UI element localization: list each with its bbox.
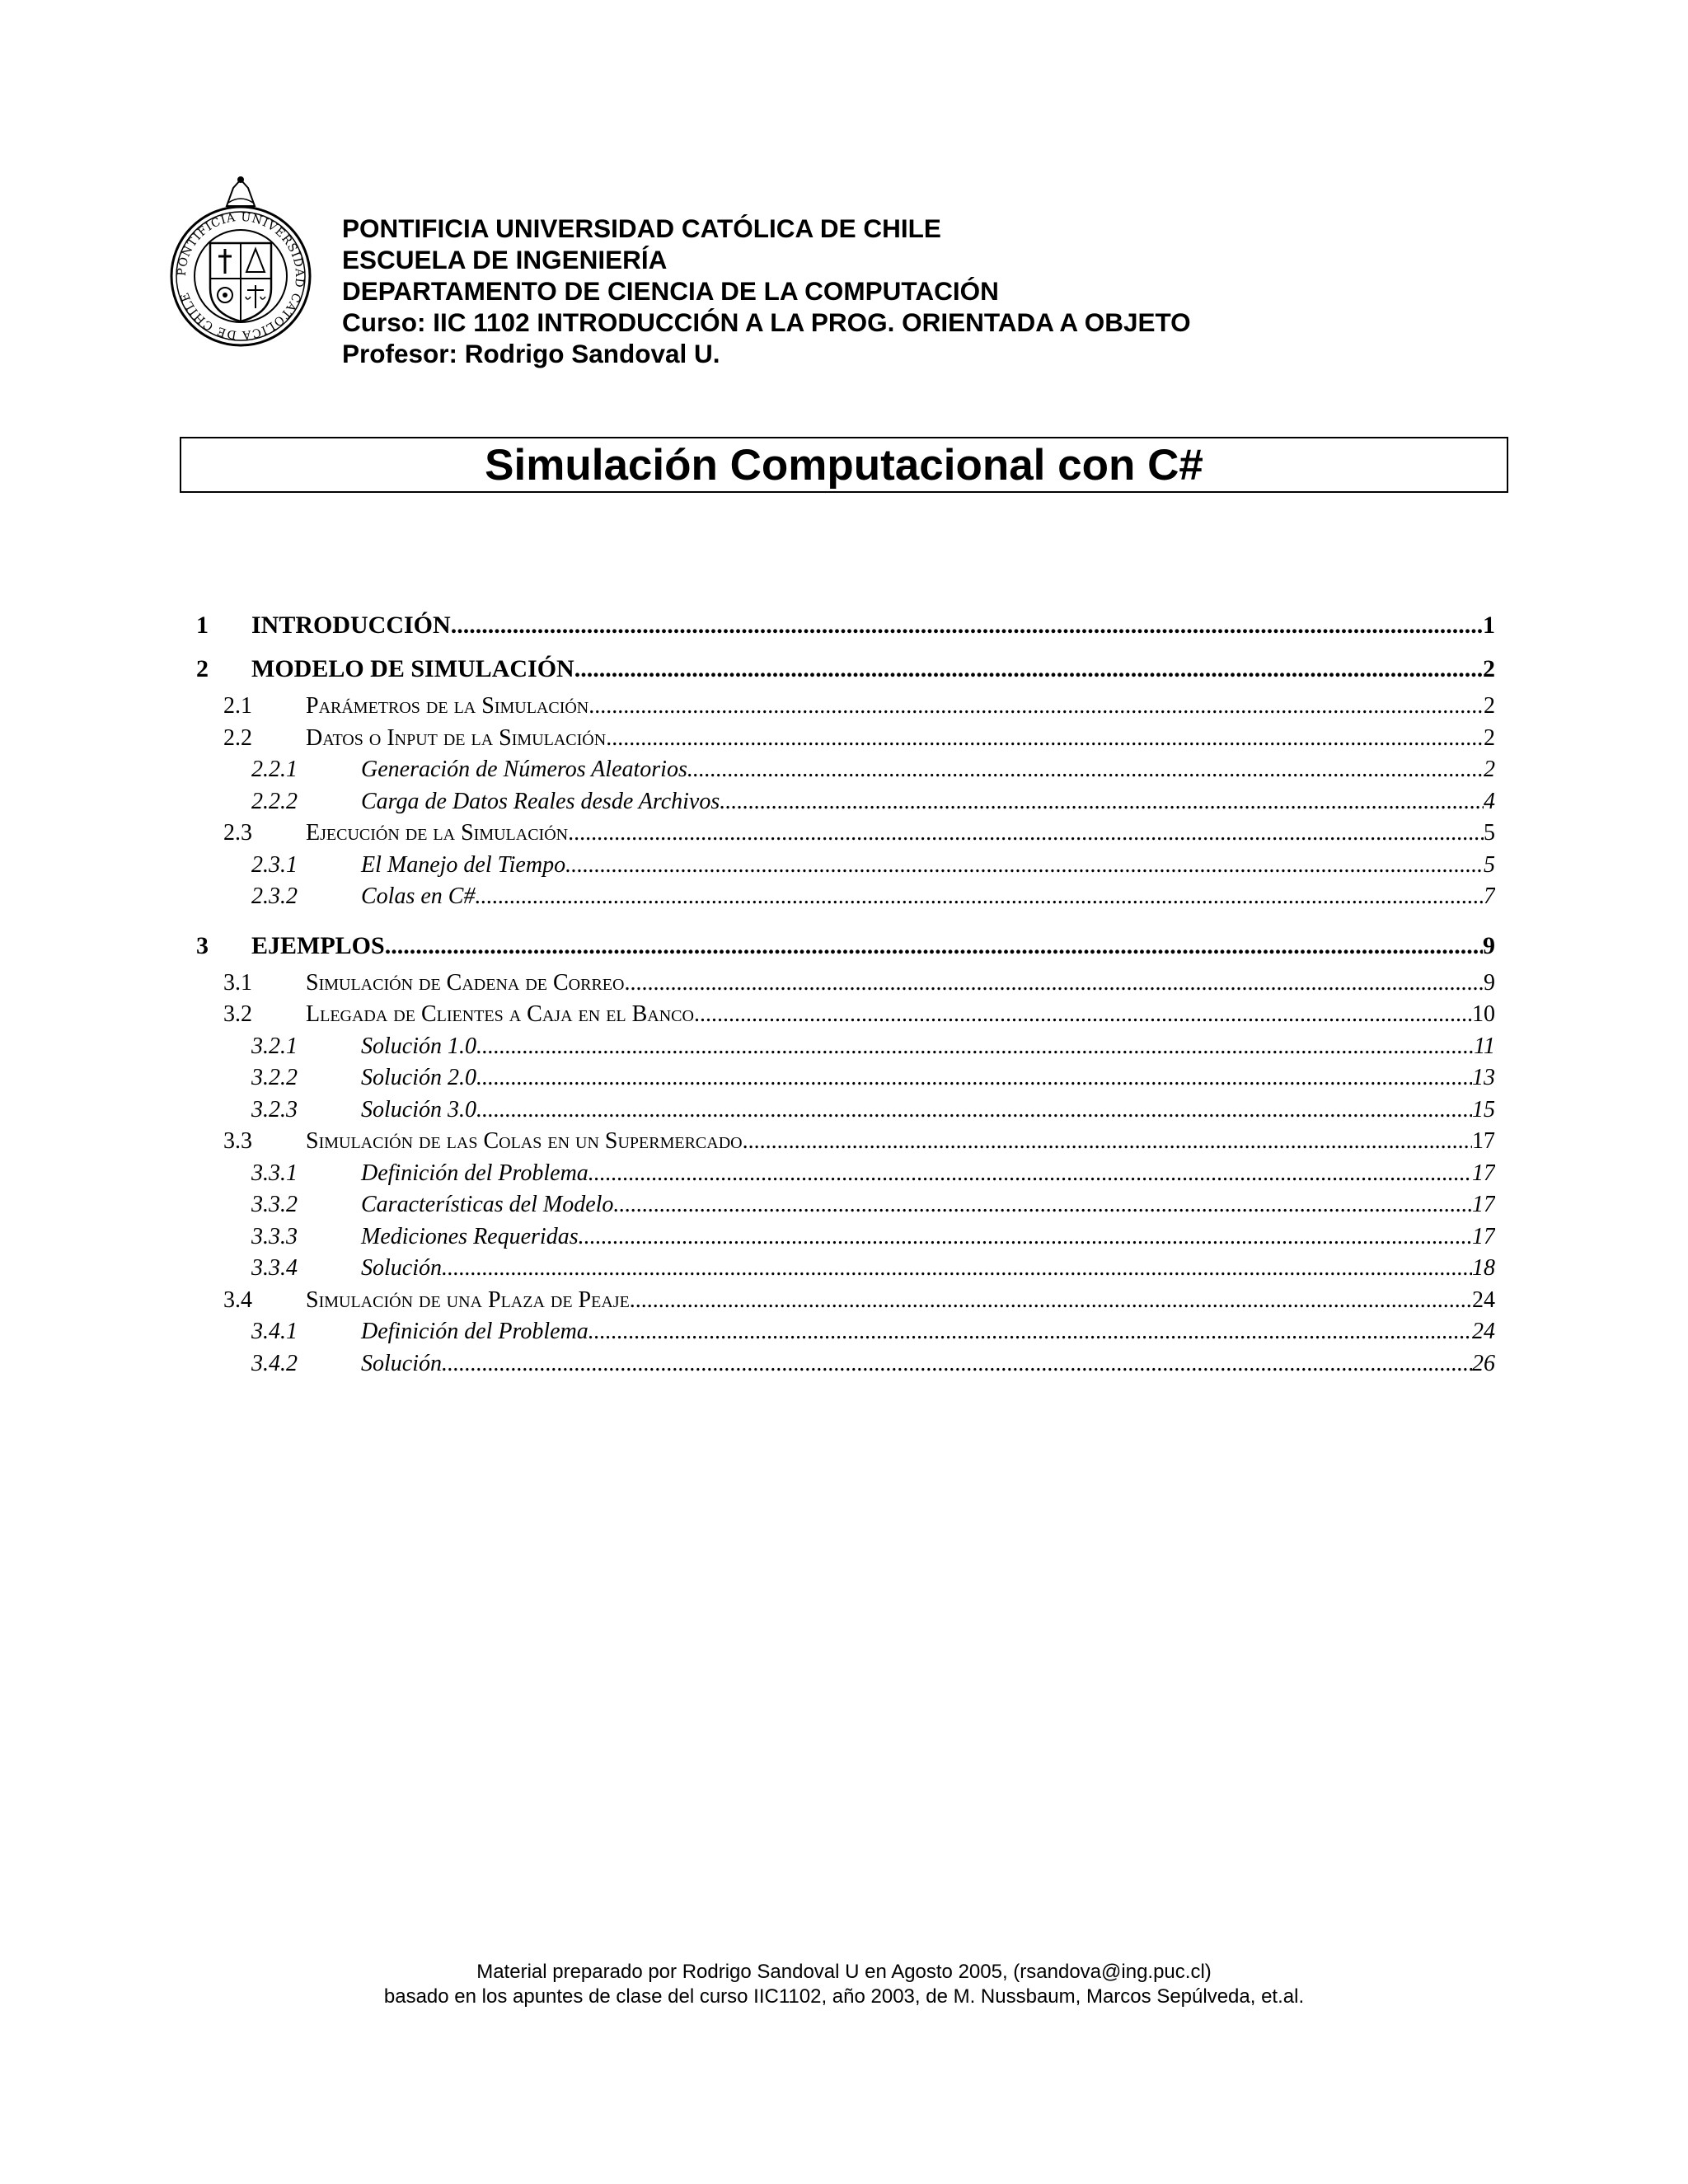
footer-line-1: Material preparado por Rodrigo Sandoval U en Agosto 2005, (rsandova@ing.puc.cl) [476, 1961, 1212, 1983]
toc-leader [630, 1287, 1472, 1314]
toc-page: 2 [1484, 693, 1495, 719]
toc-leader [743, 1128, 1472, 1155]
university-seal-logo [169, 173, 313, 367]
toc-page: 24 [1472, 1286, 1495, 1313]
toc-label: Llegada de Clientes a Caja en el Banco [306, 1001, 694, 1027]
header-university: PONTIFICIA UNIVERSIDAD CATÓLICA DE CHILE [342, 213, 941, 243]
toc-entry-3-2-3[interactable] [196, 1097, 1495, 1129]
toc-label: Solución 2.0 [361, 1065, 476, 1090]
table-of-contents [196, 606, 1495, 1382]
toc-entry-3-3-4[interactable] [196, 1255, 1495, 1287]
toc-leader [720, 789, 1484, 815]
toc-label: Características del Modelo [361, 1192, 614, 1217]
toc-number: 2.2.1 [251, 757, 298, 782]
toc-entry-2-2-2[interactable] [196, 789, 1495, 821]
seal-ring-text: PONTIFICIA UNIVERSIDAD CATOLICA DE CHILE [175, 210, 307, 342]
toc-number: 3.4.2 [251, 1350, 298, 1376]
toc-number: 2 [196, 655, 209, 682]
toc-label: Ejecución de la Simulación [306, 820, 569, 846]
toc-number: 3.4 [223, 1286, 252, 1313]
toc-leader [579, 1224, 1472, 1250]
header-course: Curso: IIC 1102 INTRODUCCIÓN A LA PROG. ORIENTADA A OBJETO [342, 307, 1191, 337]
toc-entry-2-2[interactable] [196, 725, 1495, 757]
toc-entry-3-2-2[interactable] [196, 1065, 1495, 1097]
toc-page: 24 [1472, 1319, 1495, 1344]
toc-page: 9 [1484, 969, 1495, 996]
toc-number: 3.2.1 [251, 1033, 298, 1059]
toc-entry-3-2-1[interactable] [196, 1033, 1495, 1066]
toc-label: INTRODUCCIÓN [251, 612, 451, 639]
toc-leader [442, 1255, 1472, 1282]
toc-number: 3.3.4 [251, 1255, 298, 1281]
document-title: Simulación Computacional con C# [485, 440, 1203, 490]
toc-leader [568, 820, 1484, 846]
toc-label: Simulación de una Plaza de Peaje [306, 1286, 630, 1313]
toc-leader [606, 725, 1484, 752]
institution-header [342, 213, 1191, 369]
footer-line-2: basado en los apuntes de clase del curso IIC1102, año 2003, de M. Nussbaum, Marcos Sepúlveda, et.al. [383, 1985, 1305, 2008]
toc-leader [476, 1097, 1472, 1123]
toc-label: Carga de Datos Reales desde Archivos [361, 788, 720, 814]
toc-entry-2-2-1[interactable] [196, 757, 1495, 789]
toc-leader [624, 970, 1484, 996]
toc-page: 13 [1472, 1065, 1495, 1090]
toc-leader [574, 655, 1483, 683]
toc-number: 3.4.1 [251, 1319, 298, 1344]
toc-leader [385, 932, 1483, 960]
toc-label: Parámetros de la Simulación [306, 693, 589, 719]
toc-page: 10 [1472, 1001, 1495, 1027]
toc-label: Definición del Problema [361, 1319, 588, 1344]
toc-number: 3.3.3 [251, 1223, 298, 1249]
toc-leader [451, 612, 1483, 640]
toc-number: 3 [196, 931, 209, 959]
toc-entry-2-1[interactable] [196, 693, 1495, 725]
toc-number: 3.3.2 [251, 1192, 298, 1217]
toc-page: 11 [1474, 1033, 1495, 1059]
toc-page: 1 [1483, 612, 1495, 639]
toc-entry-2-3[interactable] [196, 820, 1495, 852]
toc-label: El Manejo del Tiempo [361, 851, 566, 878]
toc-page: 2 [1484, 757, 1495, 782]
toc-leader [442, 1351, 1472, 1377]
toc-page: 9 [1483, 931, 1495, 959]
toc-entry-3-4[interactable] [196, 1287, 1495, 1319]
toc-page: 5 [1484, 851, 1495, 878]
toc-leader [687, 757, 1484, 783]
toc-entry-2[interactable] [196, 645, 1495, 693]
toc-page: 18 [1472, 1255, 1495, 1281]
toc-leader [476, 1033, 1474, 1060]
toc-label: Datos o Input de la Simulación [306, 724, 607, 751]
toc-entry-3[interactable] [196, 922, 1495, 970]
toc-page: 17 [1472, 1192, 1495, 1217]
toc-number: 3.2.3 [251, 1096, 298, 1122]
toc-label: Simulación de Cadena de Correo [306, 969, 625, 996]
toc-page: 26 [1472, 1350, 1495, 1376]
toc-label: Colas en C# [361, 883, 476, 909]
toc-leader [613, 1192, 1472, 1218]
toc-number: 2.1 [223, 693, 252, 719]
toc-label: Solución [361, 1350, 442, 1376]
toc-entry-2-3-2[interactable] [196, 883, 1495, 916]
toc-label: Solución 1.0 [361, 1033, 476, 1059]
page-footer [0, 1960, 1688, 2009]
toc-label: Generación de Números Aleatorios [361, 757, 687, 782]
toc-entry-3-1[interactable] [196, 970, 1495, 1002]
toc-number: 2.2.2 [251, 788, 298, 814]
toc-label: MODELO DE SIMULACIÓN [251, 655, 574, 682]
toc-leader [476, 1065, 1472, 1091]
toc-page: 15 [1472, 1096, 1495, 1122]
toc-page: 7 [1484, 883, 1495, 909]
toc-number: 3.2 [223, 1001, 252, 1027]
toc-label: EJEMPLOS [251, 931, 385, 959]
toc-page: 17 [1472, 1128, 1495, 1154]
toc-number: 1 [196, 612, 209, 639]
toc-entry-3-3-2[interactable] [196, 1192, 1495, 1224]
toc-label: Solución 3.0 [361, 1096, 476, 1122]
title-box [180, 437, 1508, 493]
toc-entry-3-3-3[interactable] [196, 1224, 1495, 1256]
toc-number: 3.3.1 [251, 1160, 298, 1186]
toc-entry-3-2[interactable] [196, 1001, 1495, 1033]
header-school: ESCUELA DE INGENIERÍA [342, 245, 668, 274]
toc-label: Solución [361, 1255, 442, 1281]
toc-page: 17 [1472, 1160, 1495, 1186]
toc-number: 3.2.2 [251, 1065, 298, 1090]
toc-number: 2.3.1 [251, 851, 298, 878]
toc-entry-2-3-1[interactable] [196, 852, 1495, 884]
toc-number: 3.3 [223, 1128, 252, 1154]
header-professor: Profesor: Rodrigo Sandoval U. [342, 339, 720, 368]
toc-page: 4 [1484, 788, 1495, 814]
toc-leader [588, 693, 1484, 719]
toc-leader [565, 852, 1484, 879]
toc-number: 3.1 [223, 969, 252, 996]
toc-page: 17 [1472, 1223, 1495, 1249]
toc-number: 2.3 [223, 820, 252, 846]
toc-page: 2 [1483, 655, 1495, 682]
toc-page: 5 [1484, 820, 1495, 846]
toc-entry-1[interactable] [196, 606, 1495, 645]
toc-page: 2 [1484, 724, 1495, 751]
toc-label: Mediciones Requeridas [361, 1223, 579, 1249]
toc-number: 2.2 [223, 724, 252, 751]
toc-entry-3-3[interactable] [196, 1128, 1495, 1160]
toc-label: Simulación de las Colas en un Supermercado [306, 1128, 743, 1154]
toc-entry-3-4-1[interactable] [196, 1319, 1495, 1351]
toc-leader [588, 1319, 1472, 1345]
toc-leader [694, 1001, 1472, 1028]
toc-number: 2.3.2 [251, 883, 298, 909]
toc-entry-3-3-1[interactable] [196, 1160, 1495, 1193]
toc-leader [588, 1160, 1472, 1187]
header-department: DEPARTAMENTO DE CIENCIA DE LA COMPUTACIÓN [342, 276, 999, 306]
toc-leader [475, 883, 1484, 910]
toc-label: Definición del Problema [361, 1160, 588, 1186]
toc-entry-3-4-2[interactable] [196, 1351, 1495, 1383]
